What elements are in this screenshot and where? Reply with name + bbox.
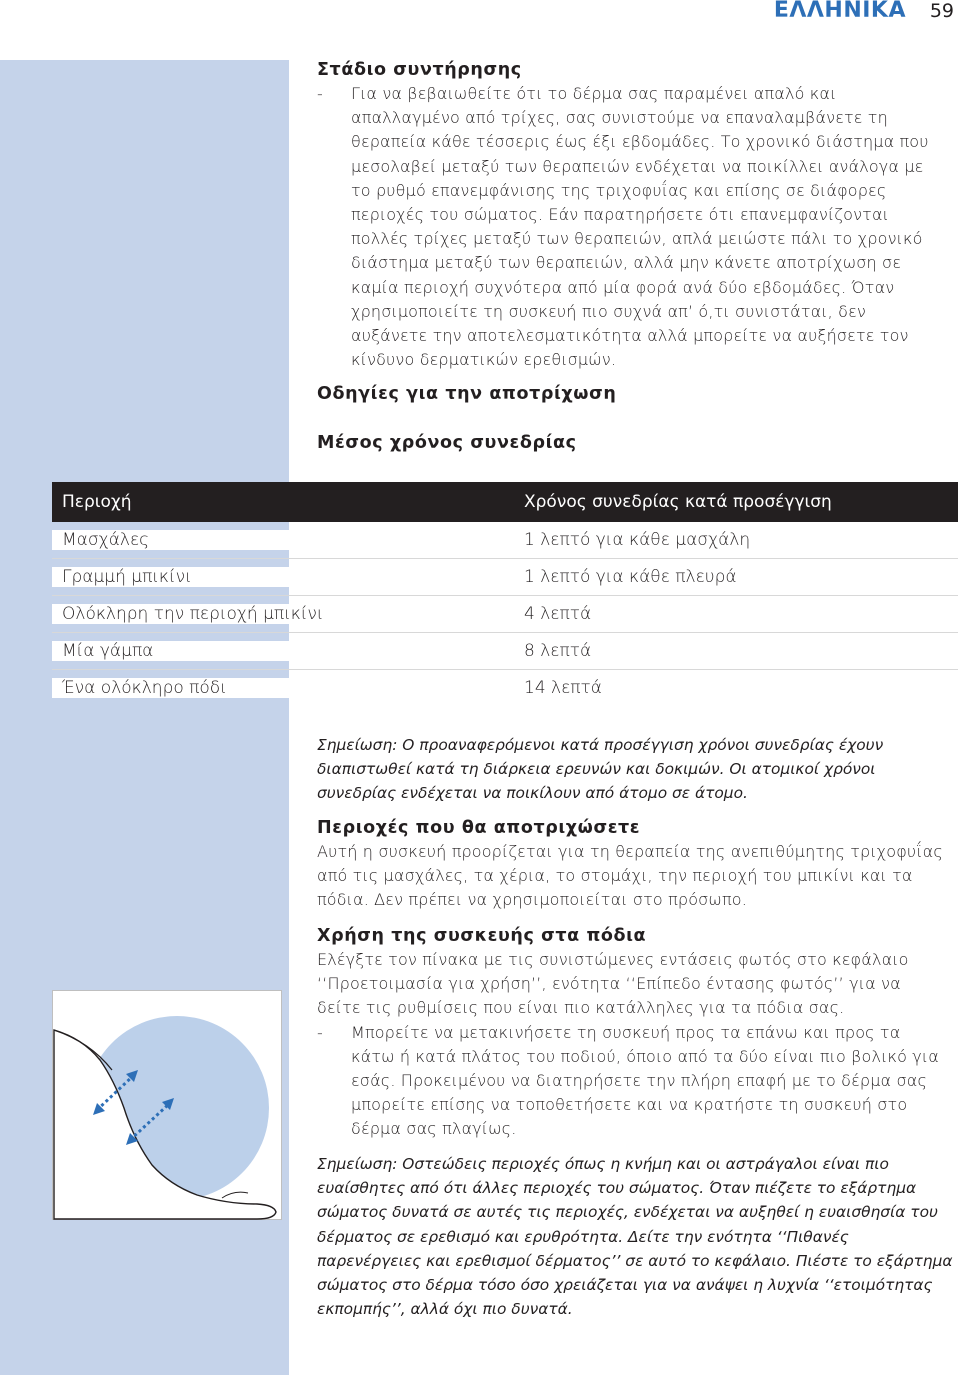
table-row	[52, 522, 958, 559]
table-cell-time: 1 λεπτό για κάθε μασχάλη	[524, 530, 751, 550]
maintenance-section	[317, 58, 943, 372]
table-row	[52, 633, 958, 670]
leg-treatment-illustration	[52, 990, 282, 1220]
maintenance-bullet	[317, 82, 943, 372]
table-cell-area: Ολόκληρη την περιοχή μπικίνι	[52, 604, 524, 624]
page-number: 59	[929, 0, 954, 22]
table-row	[52, 596, 958, 633]
legs-text: Ελέγξτε τον πίνακα με τις συνιστώμενες εντάσεις φωτός στο κεφάλαιο ‘‘Προετοιμασία για χρήση’’, ενότητα ‘‘Επίπεδο έντασης φωτός’’ για να δείτε τις ρυθμίσεις που είναι πιο κατάλληλες για τα πόδια σας.	[317, 950, 909, 1018]
table-cell-time: 4 λεπτά	[524, 604, 592, 624]
instructions-title: Οδηγίες για την αποτρίχωση	[317, 384, 617, 404]
note-2-text: Οστεώδεις περιοχές όπως η κνήμη και οι αστράγαλοι είναι πιο ευαίσθητες από ότι άλλες περιοχές του σώματος. Όταν πιέζετε το εξάρτημα σώματος δυνατά σε αυτές τις περιοχές, ενδέχεται να αυξηθεί η ευαισθησία του δέρματος σε ερεθισμό και ερυθρότητα. Δείτε την ενότητα ‘‘Πιθανές παρενέργειες και ερεθισμοί δέρματος’’ σε αυτό το κεφάλαιο. Πιέστε το εξάρτημα σώματος στο δέρμα τόσο όσο χρειάζεται για να ανάψει η λυχνία ‘‘ετοιμότητας εκπομπής’’, αλλά όχι πιο δυνατά.	[317, 1155, 953, 1319]
note-2-label: Σημείωση:	[317, 1155, 398, 1173]
areas-text: Αυτή η συσκευή προορίζεται για τη θεραπεία της ανεπιθύμητης τριχοφυΐας από τις μασχάλες, τα χέρια, το στομάχι, την περιοχή του μπικίνι και τα πόδια. Δεν πρέπει να χρησιμοποιείται στο πρόσωπο.	[317, 842, 943, 910]
note-1-label: Σημείωση:	[317, 736, 398, 754]
table-cell-area: Μασχάλες	[52, 530, 524, 550]
table-cell-time: 1 λεπτό για κάθε πλευρά	[524, 567, 737, 587]
note-1	[317, 733, 943, 806]
table-header-area: Περιοχή	[62, 492, 132, 512]
maintenance-bullet-text: Για να βεβαιωθείτε ότι το δέρμα σας παραμένει απαλό και απαλλαγμένο από τρίχες, σας συνιστούμε να επαναλαμβάνετε τη θεραπεία κάθε τέσσερις έως έξι εβδομάδες. Το χρονικό διάστημα που μεσολαβεί μεταξύ των θεραπειών ενδέχεται να ποικίλλει ανάλογα με το ρυθμό επανεμφάνισης της τριχοφυΐας και επίσης σε διάφορες περιοχές του σώματος. Εάν παρατηρήσετε ότι επανεμφανίζονται πολλές τρίχες μεταξύ των θεραπειών, απλά μειώστε πάλι το χρονικό διάστημα μεταξύ των θεραπειών, αλλά μην κάνετε αποτρίχωση σε καμία περιοχή συχνότερα από μία φορά ανά δύο εβδομάδες. Όταν χρησιμοποιείτε τη συσκευή πιο συχνά απ’ ό,τι συνιστάται, δεν αυξάνετε την αποτελεσματικότητα αλλά μπορείτε να αυξήσετε τον κίνδυνο δερματικών ερεθισμών.	[351, 84, 929, 370]
table-cell-time: 8 λεπτά	[524, 641, 592, 661]
bullet-dash: -	[317, 84, 323, 103]
legs-bullet-text: Μπορείτε να μετακινήσετε τη συσκευή προς τα επάνω και προς τα κάτω ή κατά πλάτος του ποδιού, όποιο από τα δύο είναι πιο βολικό για εσάς. Προκειμένου να διατηρήσετε την πλήρη επαφή με το δέρμα σας μπορείτε επίσης να τοποθετήσετε και να κρατήστε τη συσκευή στο δέρμα σας πλαγίως.	[351, 1022, 939, 1139]
areas-section	[317, 816, 943, 913]
legs-section	[317, 924, 943, 1142]
areas-title: Περιοχές που θα αποτριχώσετε	[317, 818, 641, 838]
table-header-time: Χρόνος συνεδρίας κατά προσέγγιση	[524, 492, 832, 512]
session-time-table	[52, 482, 958, 706]
table-row	[52, 670, 958, 706]
note-2-paragraph	[317, 1152, 957, 1321]
legs-title: Χρήση της συσκευής στα πόδια	[317, 926, 647, 946]
table-cell-area: Μία γάμπα	[52, 641, 524, 661]
instructions-heading-block	[317, 382, 943, 406]
bullet-dash: -	[317, 1022, 323, 1042]
maintenance-title: Στάδιο συντήρησης	[317, 60, 522, 80]
table-cell-area: Ένα ολόκληρο πόδι	[52, 678, 524, 698]
session-title: Μέσος χρόνος συνεδρίας	[317, 433, 577, 453]
table-cell-area: Γραμμή μπικίνι	[52, 567, 524, 587]
note-2	[317, 1152, 957, 1321]
session-heading-block	[317, 431, 943, 455]
table-cell-time: 14 λεπτά	[524, 678, 602, 698]
leg-illustration-svg	[52, 990, 282, 1220]
note-1-text: Ο προαναφερόμενοι κατά προσέγγιση χρόνοι συνεδρίας έχουν διαπιστωθεί κατά τη διάρκεια ερευνών και δοκιμών. Οι ατομικοί χρόνοι συνεδρίας ενδέχεται να ποικίλουν από άτομο σε άτομο.	[317, 736, 884, 803]
table-header	[52, 482, 958, 522]
legs-bullet	[317, 1021, 943, 1142]
note-1-paragraph	[317, 733, 943, 806]
language-label: ΕΛΛΗΝΙΚΑ	[773, 0, 906, 23]
table-row	[52, 559, 958, 596]
